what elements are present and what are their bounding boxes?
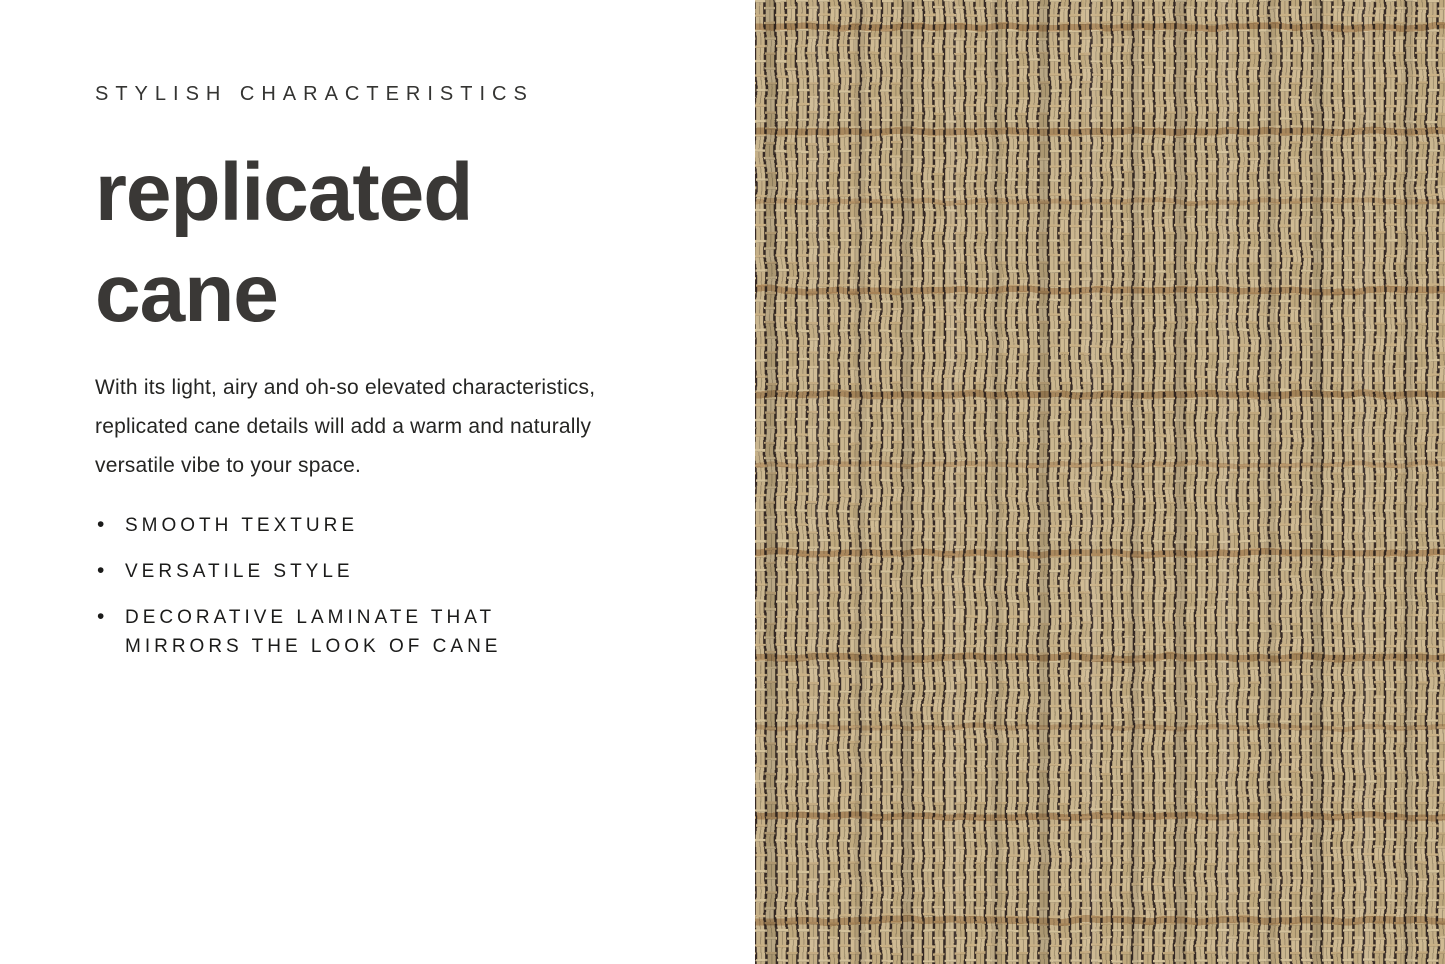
feature-list-item-decorative-laminate: • DECORATIVE LAMINATE THAT MIRRORS THE LOOK OF CANE bbox=[95, 603, 580, 661]
page-title bbox=[95, 142, 700, 344]
title-line-2: cane bbox=[95, 248, 278, 339]
texture-panel bbox=[755, 0, 1445, 964]
feature-list-item-versatile-style: • VERSATILE STYLE bbox=[95, 557, 580, 586]
title-line-1: replicated bbox=[95, 147, 473, 238]
eyebrow-label: STYLISH CHARACTERISTICS bbox=[95, 83, 534, 105]
feature-list bbox=[95, 511, 700, 661]
description-paragraph: With its light, airy and oh-so elevated characteristics, replicated cane details will add a warm and naturally versatile vibe to your space. bbox=[95, 376, 596, 477]
cane-texture-image bbox=[755, 0, 1445, 964]
feature-list-item-smooth-texture: • SMOOTH TEXTURE bbox=[95, 511, 580, 540]
